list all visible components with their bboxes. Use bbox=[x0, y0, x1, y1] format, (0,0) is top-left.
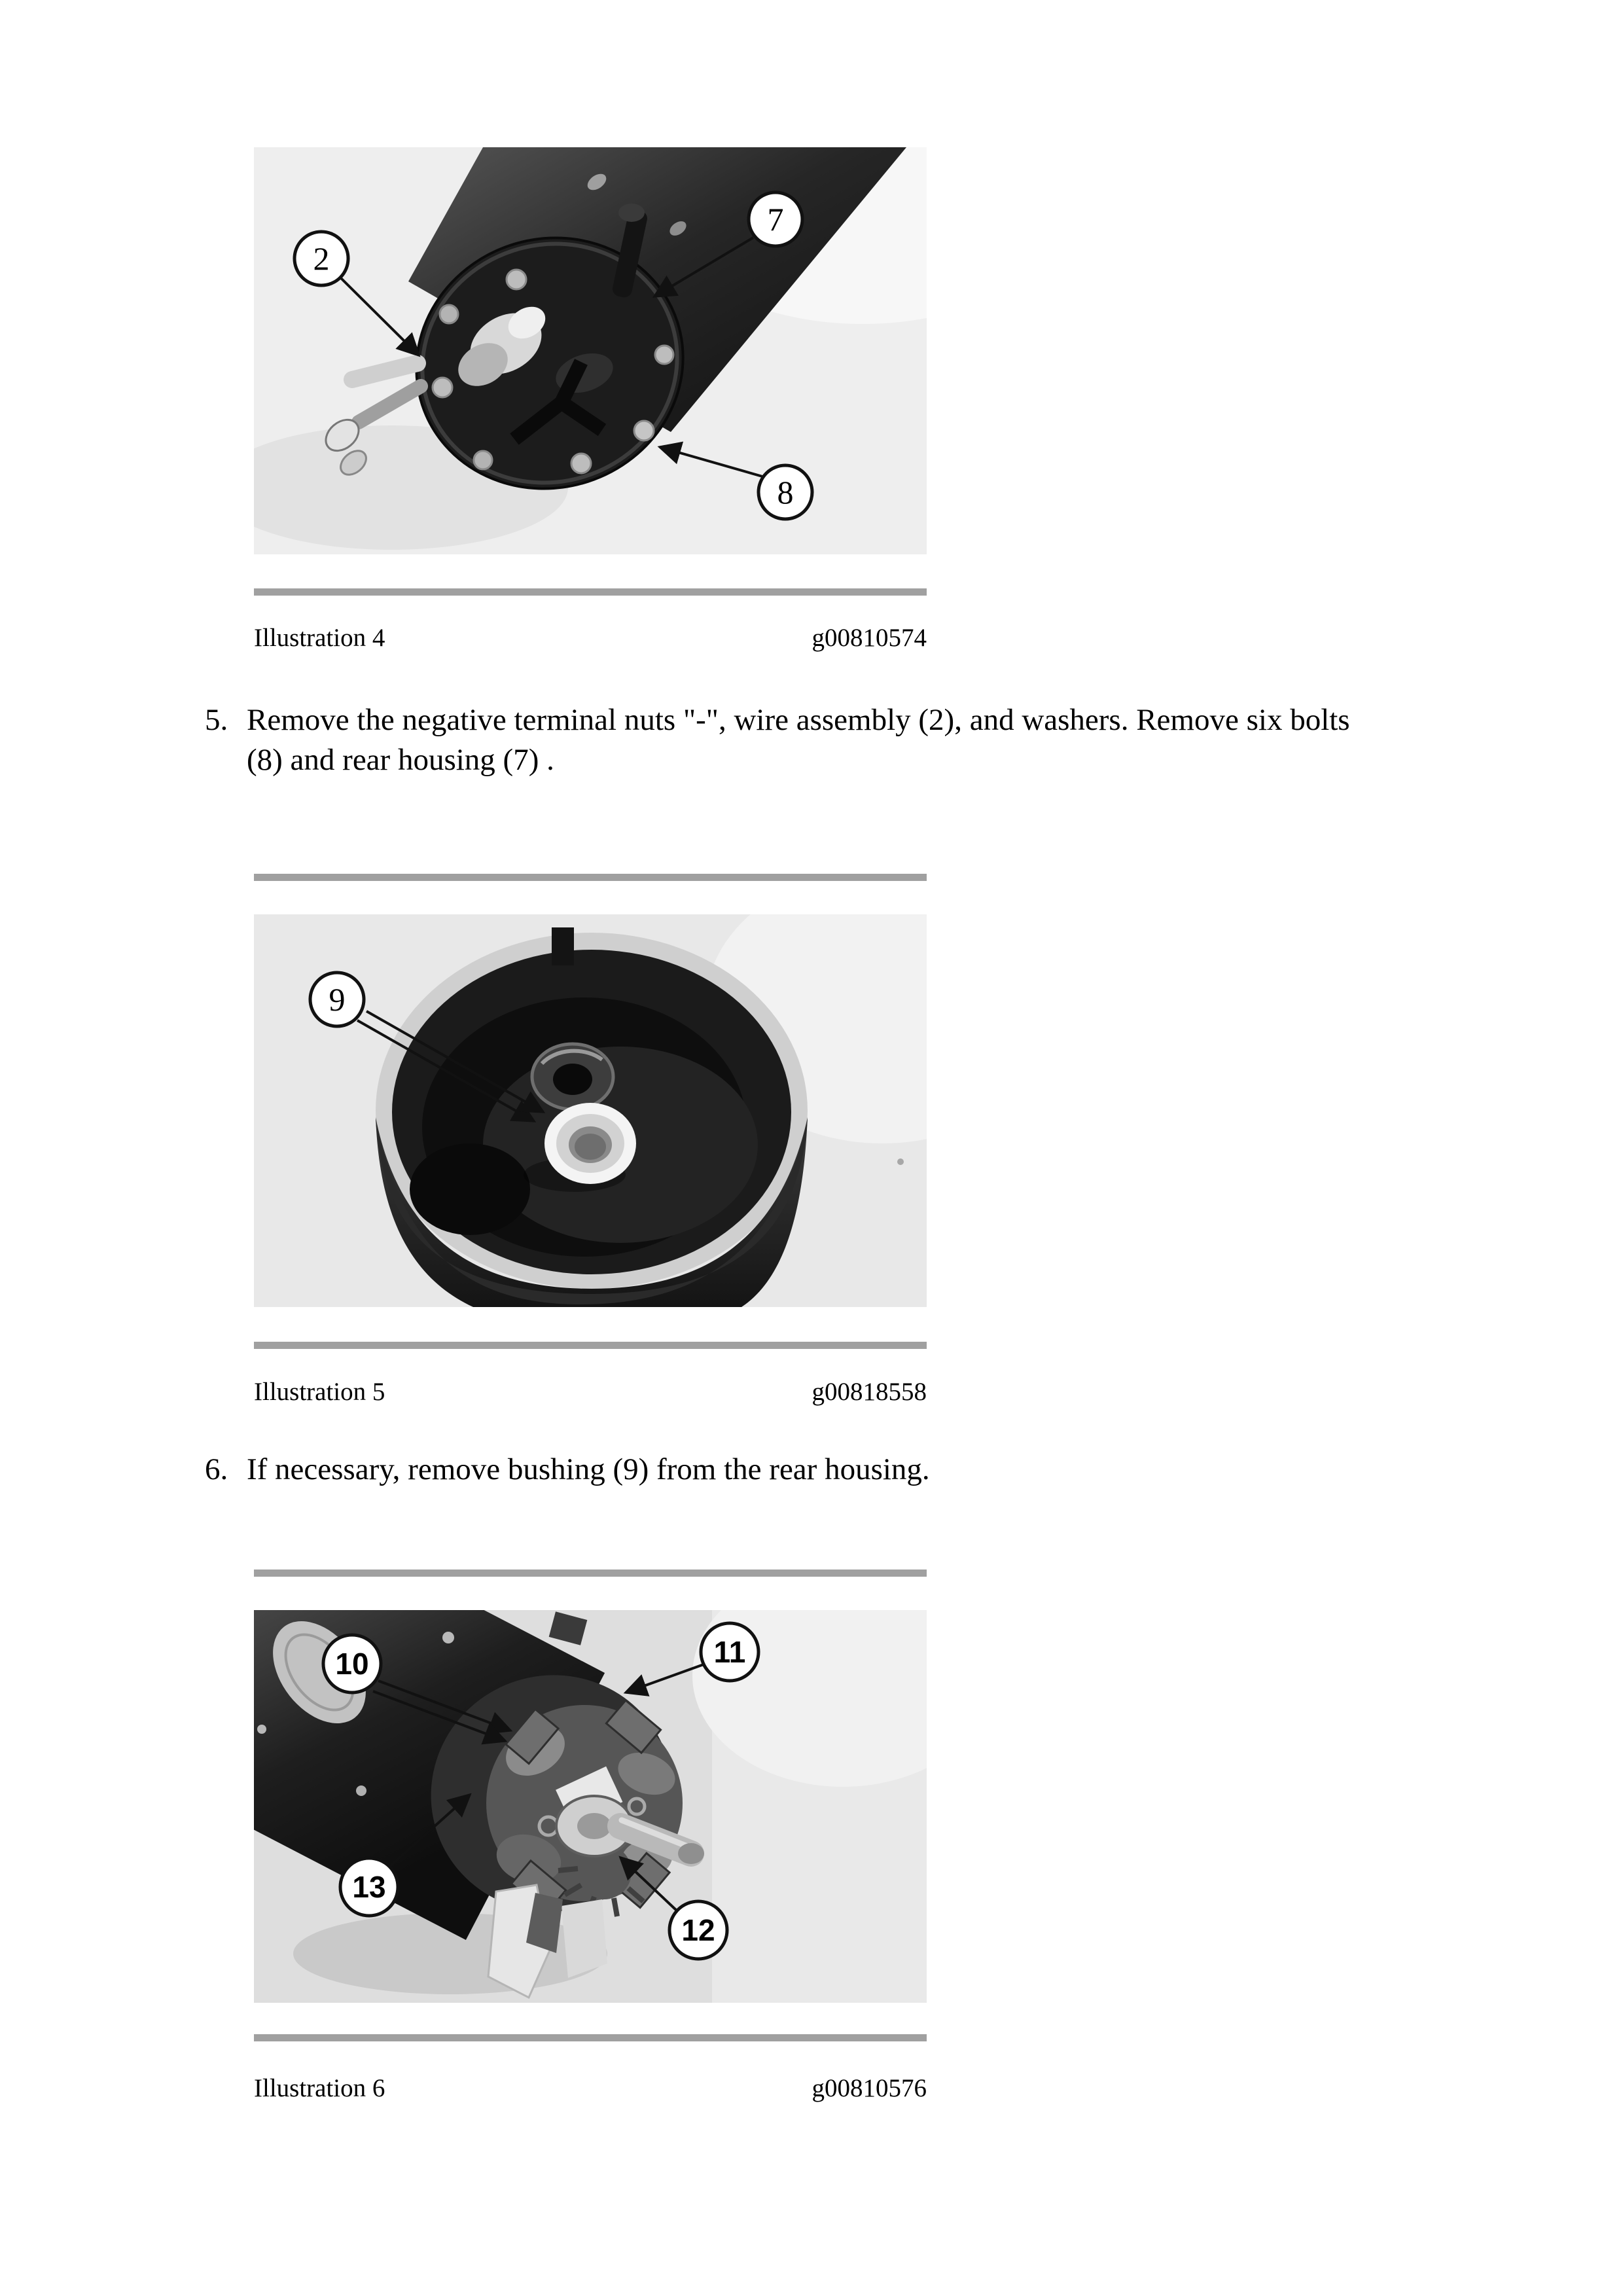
bolt-4 bbox=[474, 451, 492, 469]
center-boss-hole bbox=[553, 1064, 592, 1095]
illustration-5-code: g00818558 bbox=[812, 1378, 927, 1406]
separator-rule-4 bbox=[254, 1570, 927, 1577]
callout-13-label: 13 bbox=[352, 1870, 386, 1904]
callout-11-label: 11 bbox=[713, 1635, 746, 1669]
callout-7-label: 7 bbox=[767, 201, 784, 238]
illustration-4-code: g00810574 bbox=[812, 624, 927, 652]
illustration-4-caption bbox=[254, 623, 927, 653]
step-6-number: 6. bbox=[205, 1452, 228, 1486]
illustration-6-code: g00810576 bbox=[812, 2074, 927, 2102]
body3-speck-3 bbox=[356, 1785, 366, 1796]
illustration-6-caption bbox=[254, 2073, 927, 2104]
hub-center bbox=[577, 1813, 611, 1839]
separator-rule-5 bbox=[254, 2034, 927, 2041]
callout-8-label: 8 bbox=[777, 474, 794, 511]
separator-rule-2 bbox=[254, 874, 927, 881]
illustration-4-title: Illustration 4 bbox=[254, 624, 385, 652]
bolt-5 bbox=[571, 454, 591, 473]
callout-12-label: 12 bbox=[681, 1913, 715, 1947]
bushing-bore-inner bbox=[575, 1134, 606, 1160]
illustration-6-photo bbox=[254, 1610, 927, 2003]
illustration-5-title: Illustration 5 bbox=[254, 1378, 385, 1406]
rim-tab bbox=[552, 927, 574, 965]
starter-motor-brush-end-image bbox=[254, 1610, 927, 2003]
armature-shaft-end bbox=[678, 1843, 704, 1864]
illustration-4-photo bbox=[254, 147, 927, 554]
illustration-6-title: Illustration 6 bbox=[254, 2074, 385, 2102]
illustration-5-caption bbox=[254, 1377, 927, 1407]
step-5-number: 5. bbox=[205, 703, 228, 737]
step-5 bbox=[205, 700, 1507, 780]
bolt-2 bbox=[440, 305, 458, 323]
separator-rule-3 bbox=[254, 1342, 927, 1349]
body3-speck-1 bbox=[442, 1632, 454, 1643]
starter-motor-rear-end-image bbox=[254, 147, 927, 554]
step-6 bbox=[205, 1450, 1507, 1490]
bolt-7 bbox=[655, 346, 673, 364]
interior-dark-bulge bbox=[410, 1143, 530, 1235]
photo2-speck bbox=[897, 1158, 904, 1165]
body3-speck-2 bbox=[257, 1725, 266, 1734]
rear-housing-interior-image bbox=[254, 914, 927, 1307]
illustration-5-photo bbox=[254, 914, 927, 1307]
separator-rule-1 bbox=[254, 588, 927, 596]
step-5-text: Remove the negative terminal nuts "-", wire assembly (2), and washers. Remove six bolts (8) and rear housing (7) . bbox=[247, 703, 1350, 777]
top-stud-tip bbox=[618, 204, 645, 222]
callout-10-label: 10 bbox=[335, 1647, 369, 1681]
step-6-text: If necessary, remove bushing (9) from the rear housing. bbox=[247, 1452, 930, 1486]
bolt-6 bbox=[634, 421, 654, 440]
bolt-1 bbox=[507, 270, 526, 289]
bolt-3 bbox=[433, 378, 452, 397]
callout-9-label: 9 bbox=[329, 981, 346, 1018]
callout-2-label: 2 bbox=[313, 240, 330, 277]
